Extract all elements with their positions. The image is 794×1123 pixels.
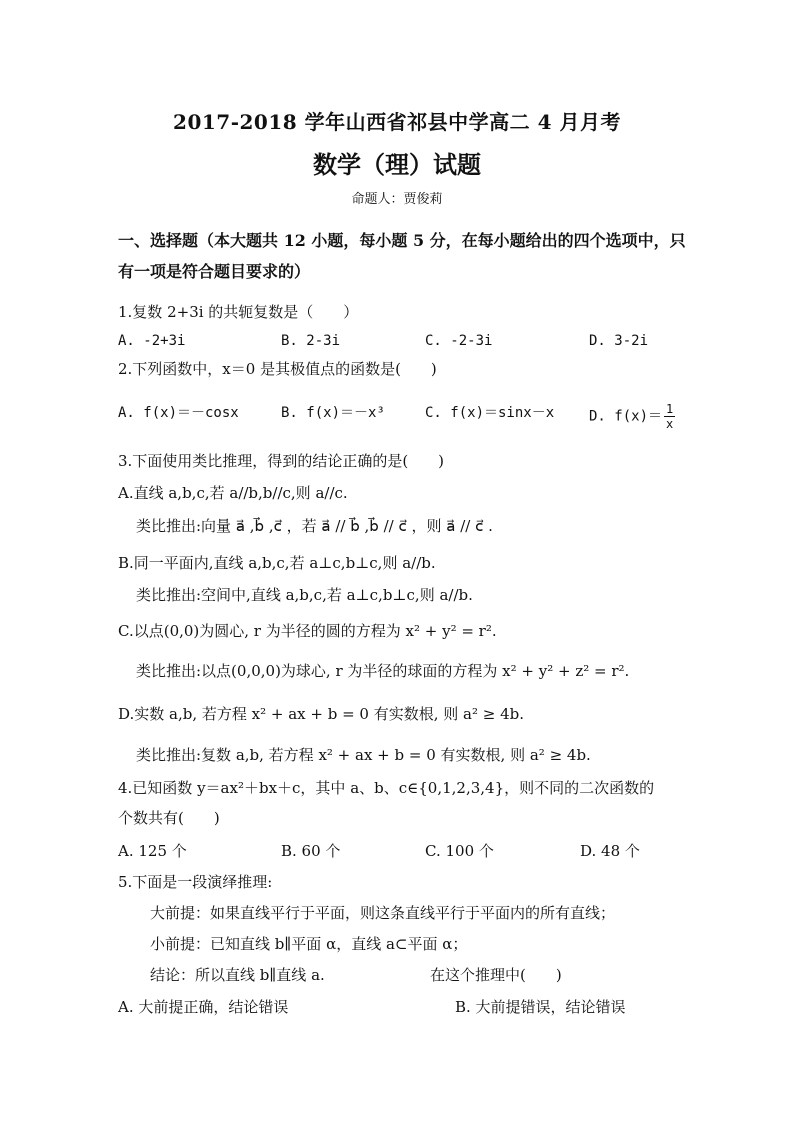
q3-option-b-analogy: 类比推出:空间中,直线 a,b,c,若 a⊥c,b⊥c,则 a//b. <box>136 586 473 604</box>
q1-option-b: B. 2-3i <box>281 333 341 349</box>
q1-option-a: A. -2+3i <box>118 333 186 349</box>
section-heading-cont: 有一项是符合题目要求的） <box>118 262 311 281</box>
subject-title: 数学（理）试题 <box>313 150 481 179</box>
exam-title: 2017-2018 学年山西省祁县中学高二 4 月月考 <box>173 110 621 134</box>
q4-option-c: C. 100 个 <box>425 842 494 860</box>
q3-option-c-analogy: 类比推出:以点(0,0,0)为球心, r 为半径的球面的方程为 x² + y² + z² = r². <box>136 662 630 680</box>
question-2-stem: 2.下列函数中，x＝0 是其极值点的函数是( ) <box>118 360 437 378</box>
q3-option-a: A.直线 a,b,c,若 a//b,b//c,则 a//c. <box>118 484 348 502</box>
q2-option-b: B. f(x)＝－x³ <box>281 405 385 421</box>
q5-minor-premise: 小前提：已知直线 b∥平面 α，直线 a⊂平面 α； <box>150 935 468 953</box>
q3-option-a-analogy: 类比推出:向量 a⃗ ,b⃗ ,c⃗ ，若 a⃗ // b⃗ ,b⃗ // c⃗ ，则 a⃗ // c⃗ . <box>136 517 493 535</box>
q5-prompt: 在这个推理中( ) <box>430 966 562 984</box>
q4-option-b: B. 60 个 <box>281 842 341 860</box>
question-4-stem: 4.已知函数 y＝ax²＋bx＋c，其中 a、b、c∈{0,1,2,3,4}，则不同的二次函数的 <box>118 779 655 797</box>
q2-option-d-label: D. f(x)＝ <box>589 408 663 425</box>
q3-option-d-analogy: 类比推出:复数 a,b, 若方程 x² + ax + b = 0 有实数根, 则 a² ≥ 4b. <box>136 746 591 764</box>
question-5-stem: 5.下面是一段演绎推理: <box>118 873 273 891</box>
question-1-stem: 1.复数 2+3i 的共轭复数是（ ） <box>118 303 359 321</box>
q5-major-premise: 大前提：如果直线平行于平面，则这条直线平行于平面内的所有直线； <box>150 904 616 922</box>
q2-option-a: A. f(x)＝－cosx <box>118 405 239 421</box>
q5-option-a: A. 大前提正确，结论错误 <box>118 998 289 1016</box>
fraction-one-over-x: $\frac{1}{x}$ <box>666 402 674 431</box>
q5-option-b: B. 大前提错误，结论错误 <box>455 998 626 1016</box>
q2-option-c: C. f(x)＝sinx－x <box>425 405 555 421</box>
q2-option-d <box>589 402 675 431</box>
q3-option-b: B.同一平面内,直线 a,b,c,若 a⊥c,b⊥c,则 a//b. <box>118 554 436 572</box>
q5-conclusion: 结论：所以直线 b∥直线 a. <box>150 966 325 984</box>
q4-option-d: D. 48 个 <box>580 842 640 860</box>
section-heading: 一、选择题（本大题共 12 小题，每小题 5 分，在每小题给出的四个选项中，只 <box>118 231 686 250</box>
author-line: 命题人：贾俊莉 <box>351 192 443 207</box>
q3-option-d: D.实数 a,b, 若方程 x² + ax + b = 0 有实数根, 则 a² ≥ 4b. <box>118 705 525 723</box>
question-4-stem-cont: 个数共有( ) <box>118 809 220 827</box>
q4-option-a: A. 125 个 <box>118 842 187 860</box>
q3-option-c: C.以点(0,0)为圆心, r 为半径的圆的方程为 x² + y² = r². <box>118 622 497 640</box>
question-3-stem: 3.下面使用类比推理，得到的结论正确的是( ) <box>118 452 445 470</box>
q1-option-d: D. 3-2i <box>589 333 649 349</box>
q1-option-c: C. -2-3i <box>425 333 493 349</box>
